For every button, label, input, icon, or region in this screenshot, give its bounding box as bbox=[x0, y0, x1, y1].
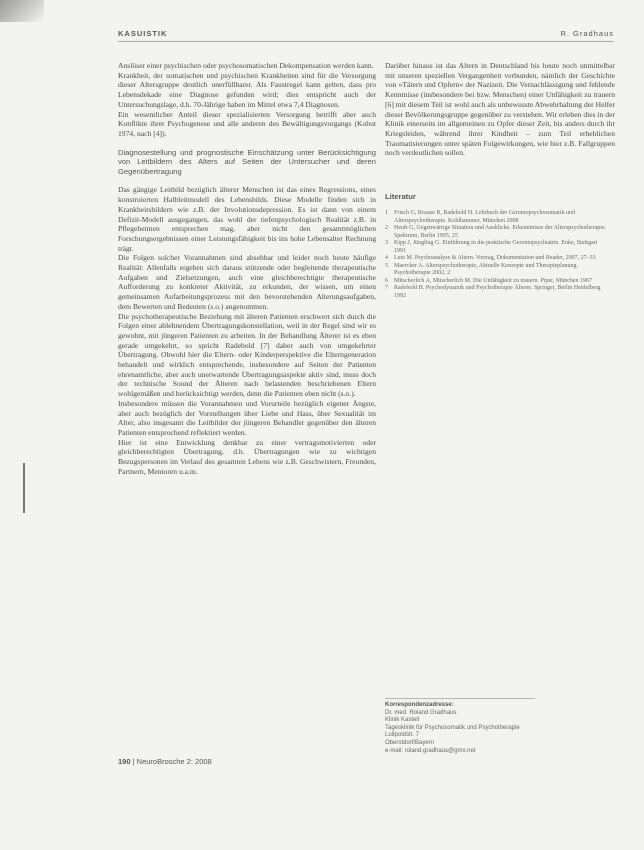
paragraph: Die psychotherapeutische Beziehung mit älteren Patienten erschwert sich durch die Folgen einer ablehnendem Übertragungskonstellation, weil in der Regel sind wir es gewohnt, mit jüngeren Patienten zu arbeiten. In der Behandlung Älterer ist es eben gerade umgekehrt, so spricht Radebold [7] daher auch von umgekehrter Übertragung. Obwohl hier die Eltern- oder Kinderperspektive die Elterngeneration behandelt und wirklich entsprechende, insbesondere auf Seiten der Patienten ehrenamtliche, aber auch unerwartende Übertragungsaspekte aktiv sind, muss doch der technische Sound der Älteren nach belastenden beschriebenen Eltern wohlgemäßen und berücksichtigt werden, denn die Patienten eben nicht (s.o.). bbox=[118, 311, 376, 399]
reference-item: 2 Heuft G, Gegenwärtige Situation und Ausblicke. Erkenntnisse der Alterspsychotherapie. Spektrum, Berlin 1995, 25 bbox=[385, 225, 607, 239]
running-header bbox=[118, 27, 614, 42]
scan-corner-shadow bbox=[0, 0, 44, 22]
paragraph: Das gängige Leitbild bezüglich älterer Menschen ist das eines Regressions, eines konstruierten Halbleitmodell des Lebensbilds. Diese Modelle finden sich in Krankheitsbildern wie z.B. der Involutionsdepression. Es ist dann von einem Defizit-Modell ausgegangen, das wohl der tiefenpsychologisch Realität z.B. in Pflegeheimen entsprechen mag, aber nicht den gesamtmöglichen Forschungsergebnissen einer Leistungsfähigkeit bis ins hohe Lebensalter Rechnung trägt. bbox=[118, 185, 376, 253]
reference-item: 1 Frisch G, Krause R, Radebold H. Lehrbuch der Gerontopsychosomatik und Alterspsychotherapie. Kohlhammer, München 2008 bbox=[385, 210, 575, 224]
section-subheading: Diagnosestellung und prognostische Einschätzung unter Berücksichtigung von Leitbildern des Alters auf Seiten der Untersucher und deren Gegenübertragung bbox=[118, 147, 376, 176]
paragraph: Krankheit, der somatischen und psychischen Krankheiten sind für die Versorgung dieser Altersgruppe deutlich unerfüllbarer. Als Faustregel kann gelten, dass pro Lebensdekade eine Diagnose gefunden wird; dies entspricht auch der Untersuchungslage, d.h. 70-Jährige haben im Mittel etwa 7,4 Diagnosen. bbox=[118, 70, 376, 109]
margin-mark bbox=[23, 463, 25, 513]
address-heading: Korrespondenzadresse: bbox=[385, 702, 454, 708]
reference-item: 6 Mitscherlich A, Mitscherlich M. Die Unfähigkeit zu trauern. Piper, München 1967 bbox=[385, 277, 593, 284]
address-line: Luitpoldstr. 7 bbox=[385, 732, 420, 739]
header-section: KASUISTIK bbox=[118, 29, 168, 38]
address-line: Tagesklinik für Psychosomatik und Psychotherapie bbox=[385, 724, 520, 731]
reference-item: 5 Maercker A. Alterspsychotherapie, Aktuelle Konzepte und Therapieplanung. Psychotherapie 2002, 2 bbox=[385, 262, 578, 276]
paragraph: Anslöser einer psychischen oder psychosomatischen Dekompensation werden kann. bbox=[118, 61, 374, 70]
address-email[interactable]: e-mail: roland.gradhaus@gmx.net bbox=[385, 747, 476, 754]
header-author: R. Gradhaus bbox=[560, 29, 614, 38]
journal-name: NeuroBrosche 2: 2008 bbox=[136, 757, 212, 766]
reference-item: 3 Kipp J, Jüngling G. Einführung in die praktische Gerontopsychiatrie. Enke, Stuttgart 1991 bbox=[385, 240, 598, 254]
address-line: Dr. med. Roland Gradhaus bbox=[385, 709, 457, 716]
address-divider bbox=[385, 698, 535, 699]
correspondence-address bbox=[385, 702, 585, 755]
page-number: 190 bbox=[118, 757, 131, 766]
address-line: Oberstdorf/Bayern bbox=[385, 739, 435, 746]
paragraph: Insbesondere müssen die Vorannahmen und Vorurteile bezüglich eigener Ängste, aber auch bezüglich der Vorstellungen über Liebe und Hass, über Sexualität im Alter, also insgesamt die Leitbilder der jüngeren Behandler gegenüber den älteren Patienten entsprochend reflektiert werden. bbox=[118, 398, 376, 437]
reference-item: 7 Radebold H. Psychodynamik und Psychotherapie Älterer. Springer, Berlin Heidelberg 1992 bbox=[385, 285, 601, 299]
page-footer: 190 | NeuroBrosche 2: 2008 bbox=[118, 757, 212, 766]
right-column bbox=[385, 61, 615, 158]
reference-item: 4 Lutz M. Psychoanalyse & Altern. Vortrag, Dokumentation und Reader, 2007, 27–33 bbox=[385, 255, 596, 261]
paragraph: Darüber hinaus ist das Altern in Deutschland bis heute noch unmittelbar mit unseren speziellen Vergangenheit verbunden, nämlich der Geschichte von »Tätern und Opfern« der Nazizeit. Die Vernachlässigung und fehlende Kenntnisse (insbesondere bei bzw. Menschen) einer Unfähigkeit zu trauern [6] mit diesem Teil ist wohl auch als unbewusste Abwehrhaltung der Helfer dieser Bevölkerungsgruppe gegenüber zu verstehen. Wir erleben dies in der Klinik einerseits im allgemeinen zu Opfer dieser Zeit, bis anders durch ihr Kriegsleiden, während ihrer Kindheit – zum Teil erheblichen Traumatisierungen unter späten Folgewirkungen, wie hier z.B. Fallgruppen noch verdeutlichen sollen. bbox=[385, 61, 615, 158]
literature-heading: Literatur bbox=[385, 192, 416, 201]
reference-list bbox=[385, 210, 607, 300]
paragraph: Hier ist eine Entwicklung denkbar zu einer vertragsmotivierten oder gleichberechtigten Übertragung, d.h. Übertragungen wie zu wichtigen Bezugspersonen im Verlauf des gesamten Lebens wie z.B. Geschwistern, Freunden, Partnern, Mentoren u.a.m. bbox=[118, 437, 376, 476]
paragraph: Ein wesentlicher Anteil dieser spezialisierten Versorgung betrifft aber auch Konflikte ihrer Psychogenese und alle anderen des Bewältigungsvorgangs (Kohut 1974, nach [4]). bbox=[118, 109, 376, 138]
paragraph: Die Folgen solcher Vorannahmen sind absehbar und leider noch heute häufige Realität: Allenfalls ergeben sich daraus stützende oder begleitende therapeutische Aufgaben und Zielsetzungen, auch eine gleichberechtigte therapeutische Aufforderung zu konkreter Aktivität, zu erkunden, der wissen, um einen gemeinsamen Aufarbeitungsprozess mit den bevorstehenden Alterungsaufgaben, dem Bewerten und Bedeuten (s.o.) angenommen. bbox=[118, 253, 376, 311]
left-column bbox=[118, 61, 376, 477]
address-line: Klinik Kastell bbox=[385, 717, 420, 724]
